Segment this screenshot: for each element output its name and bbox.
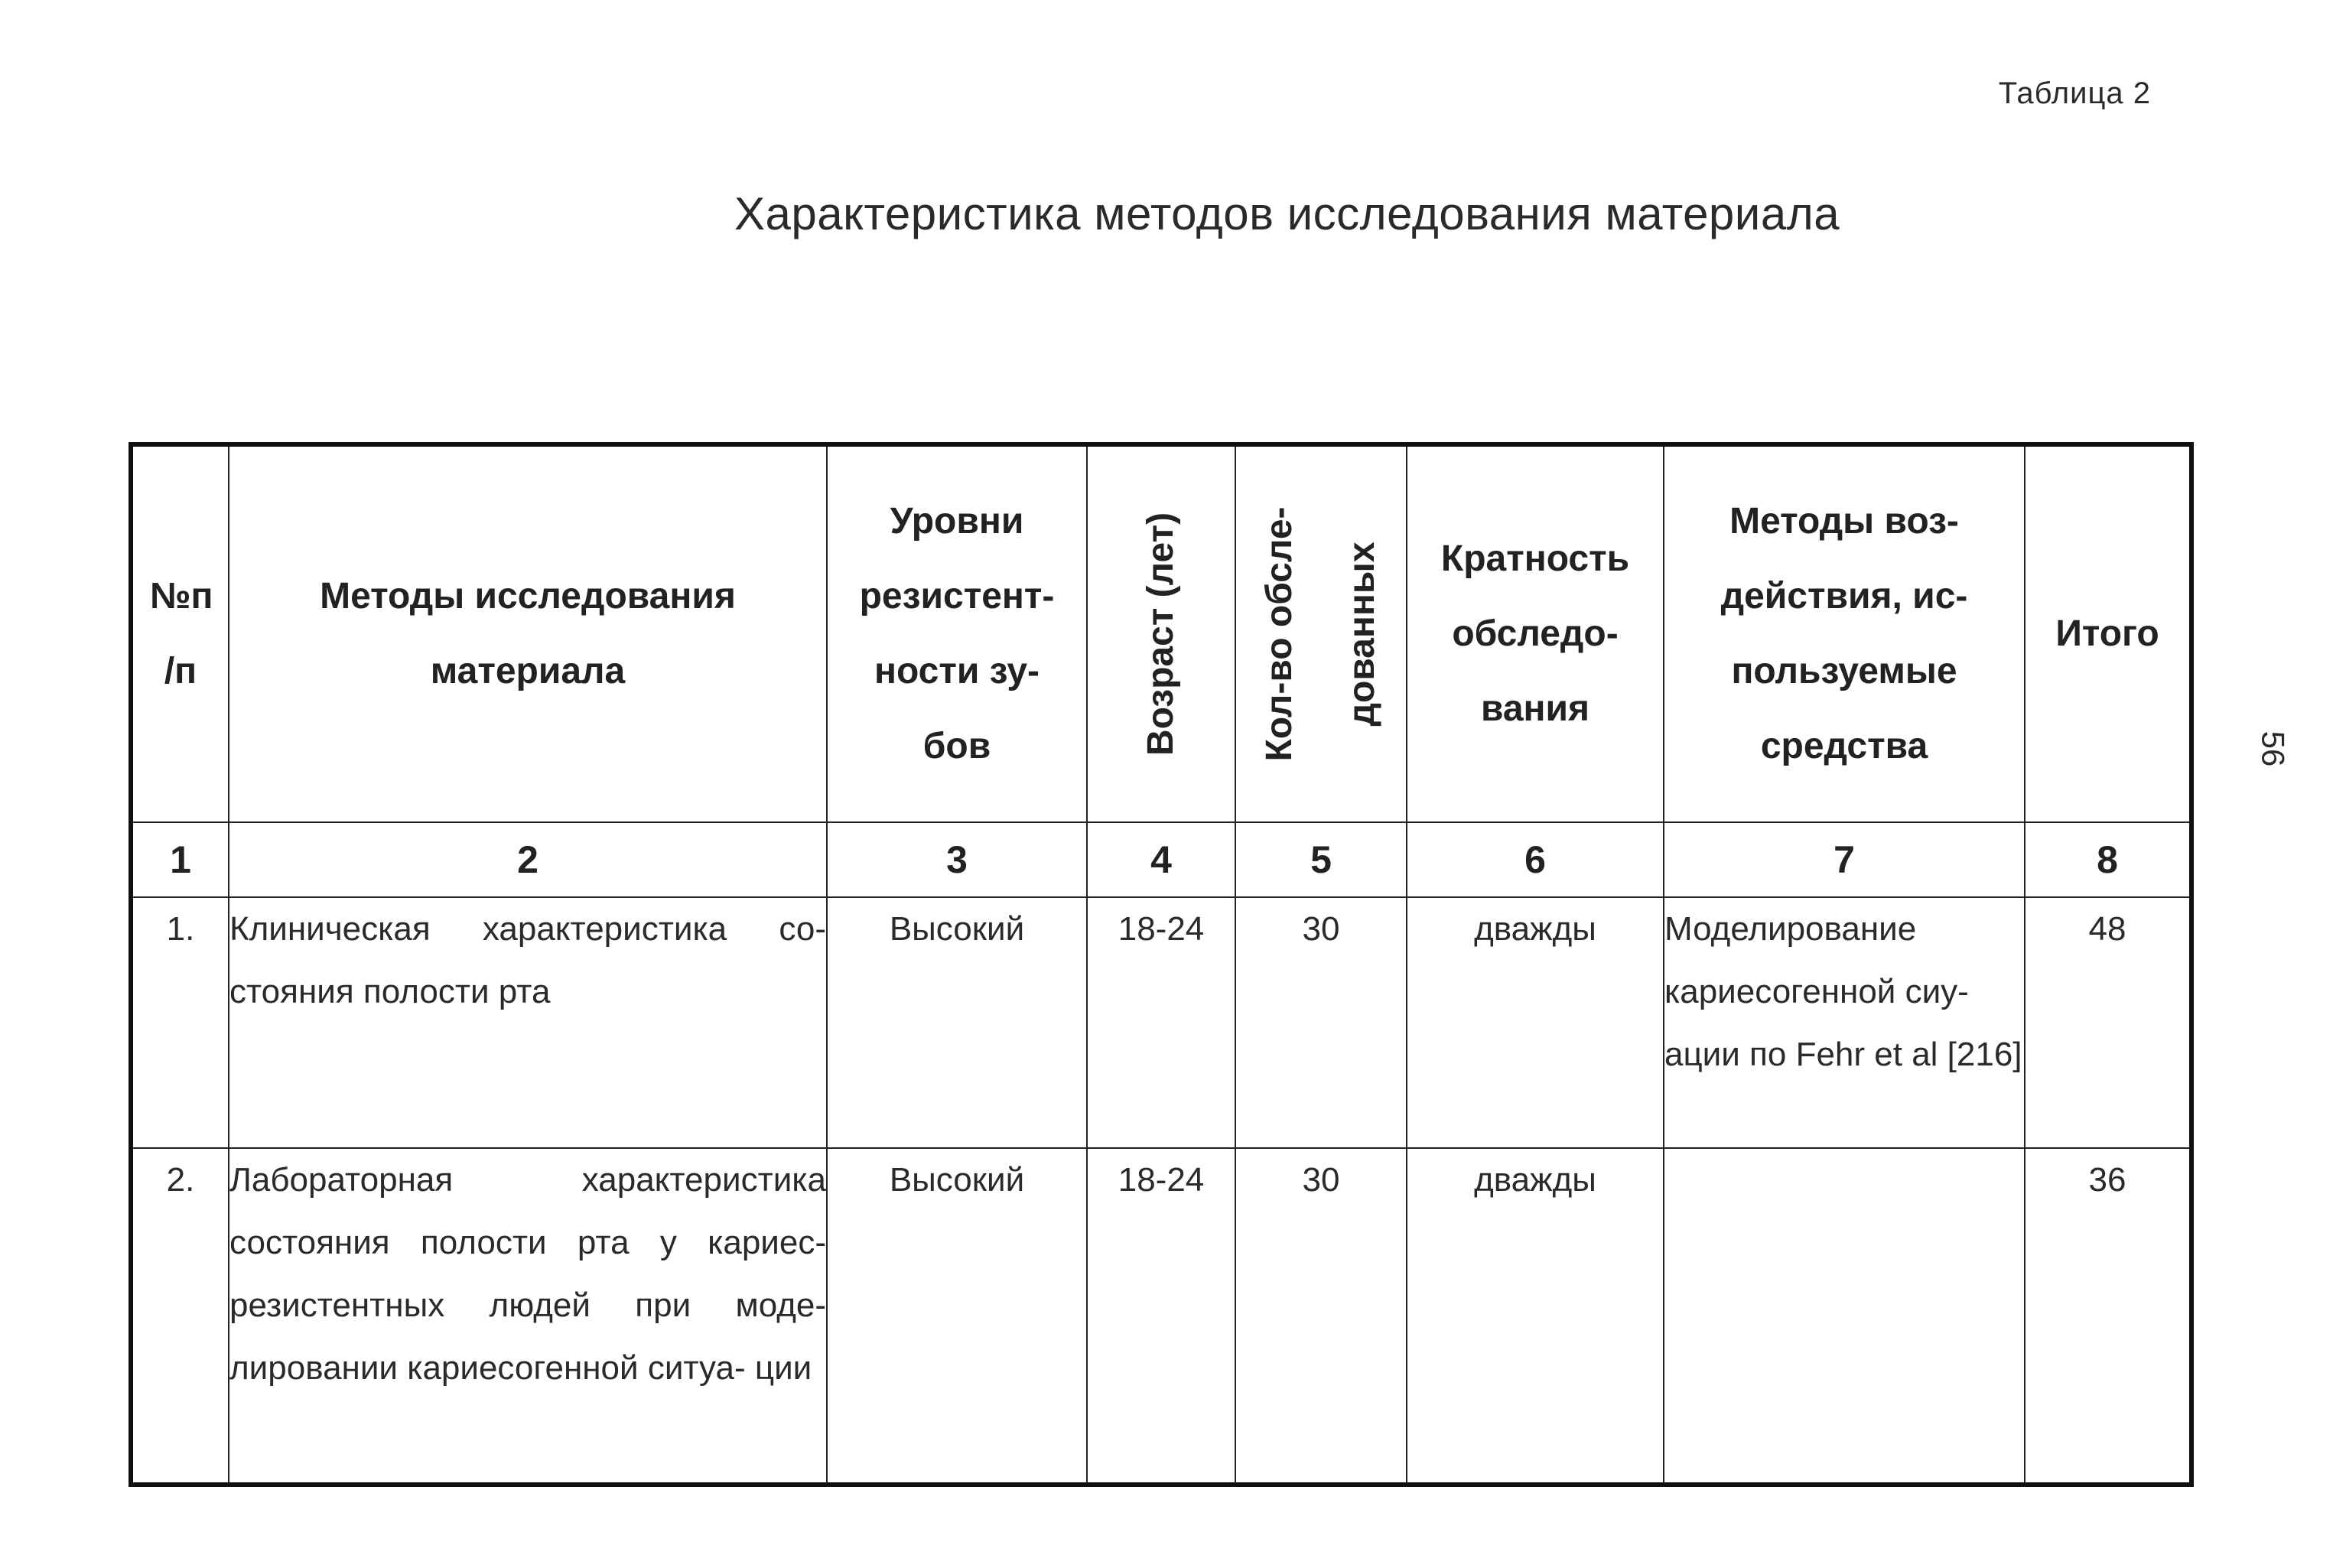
row-means: Моделирование кариесогенной сиу- ации по Fehr et al [216] [1664,897,2025,1148]
row-examined-count: 30 [1235,897,1407,1148]
header-row [131,444,2191,822]
row-number: 2. [131,1148,229,1485]
row-frequency: дважды [1407,897,1664,1148]
row-number: 1. [131,897,229,1148]
header-methods-label: Методы исследования материала [320,576,736,691]
table-row [131,1148,2191,1485]
row-method: Лабораторная характеристика состояния полости рта у кариес- резистентных людей при моде- лировании кариесогенной ситуа- ции [229,1148,827,1485]
column-number: 5 [1235,822,1407,897]
row-age: 18-24 [1087,897,1235,1148]
header-resistance-label: Уровни резистент- ности зу- бов [859,501,1055,766]
row-age: 18-24 [1087,1148,1235,1485]
header-cell-means [1664,444,2025,822]
row-method: Клиническая характеристика со- стояния полости рта [229,897,827,1148]
row-examined-count: 30 [1235,1148,1407,1485]
row-total: 36 [2025,1148,2191,1485]
header-cell-total [2025,444,2191,822]
row-frequency: дважды [1407,1148,1664,1485]
column-number: 8 [2025,822,2191,897]
header-frequency-label: Кратность обследо- вания [1440,538,1630,729]
document-title: Характеристика методов исследования материала [734,188,1840,239]
column-number: 7 [1664,822,2025,897]
header-total-label: Итого [2055,613,2159,654]
methods-table [129,442,2194,1487]
row-resistance-level: Высокий [827,897,1087,1148]
table-row [131,897,2191,1148]
page-number: 56 [2255,730,2292,767]
header-age-label: Возраст (лет) [1140,512,1181,756]
header-means-label: Методы воз- действия, ис- пользуемые средства [1720,501,1968,766]
column-number-row [131,822,2191,897]
header-cell-number [131,444,229,822]
column-number: 2 [229,822,827,897]
table-label: Таблица 2 [1998,76,2151,110]
column-number: 4 [1087,822,1235,897]
header-cell-frequency [1407,444,1664,822]
column-number: 6 [1407,822,1664,897]
header-cell-age [1087,444,1235,822]
header-cell-resistance-levels [827,444,1087,822]
header-cell-examined-count [1235,444,1407,822]
column-number: 3 [827,822,1087,897]
column-number: 1 [131,822,229,897]
row-means [1664,1148,2025,1485]
row-resistance-level: Высокий [827,1148,1087,1485]
row-total: 48 [2025,897,2191,1148]
header-number-label: №п /п [150,576,213,691]
header-cell-methods [229,444,827,822]
header-count-label: Кол-во обсле- дованных [1259,506,1382,762]
